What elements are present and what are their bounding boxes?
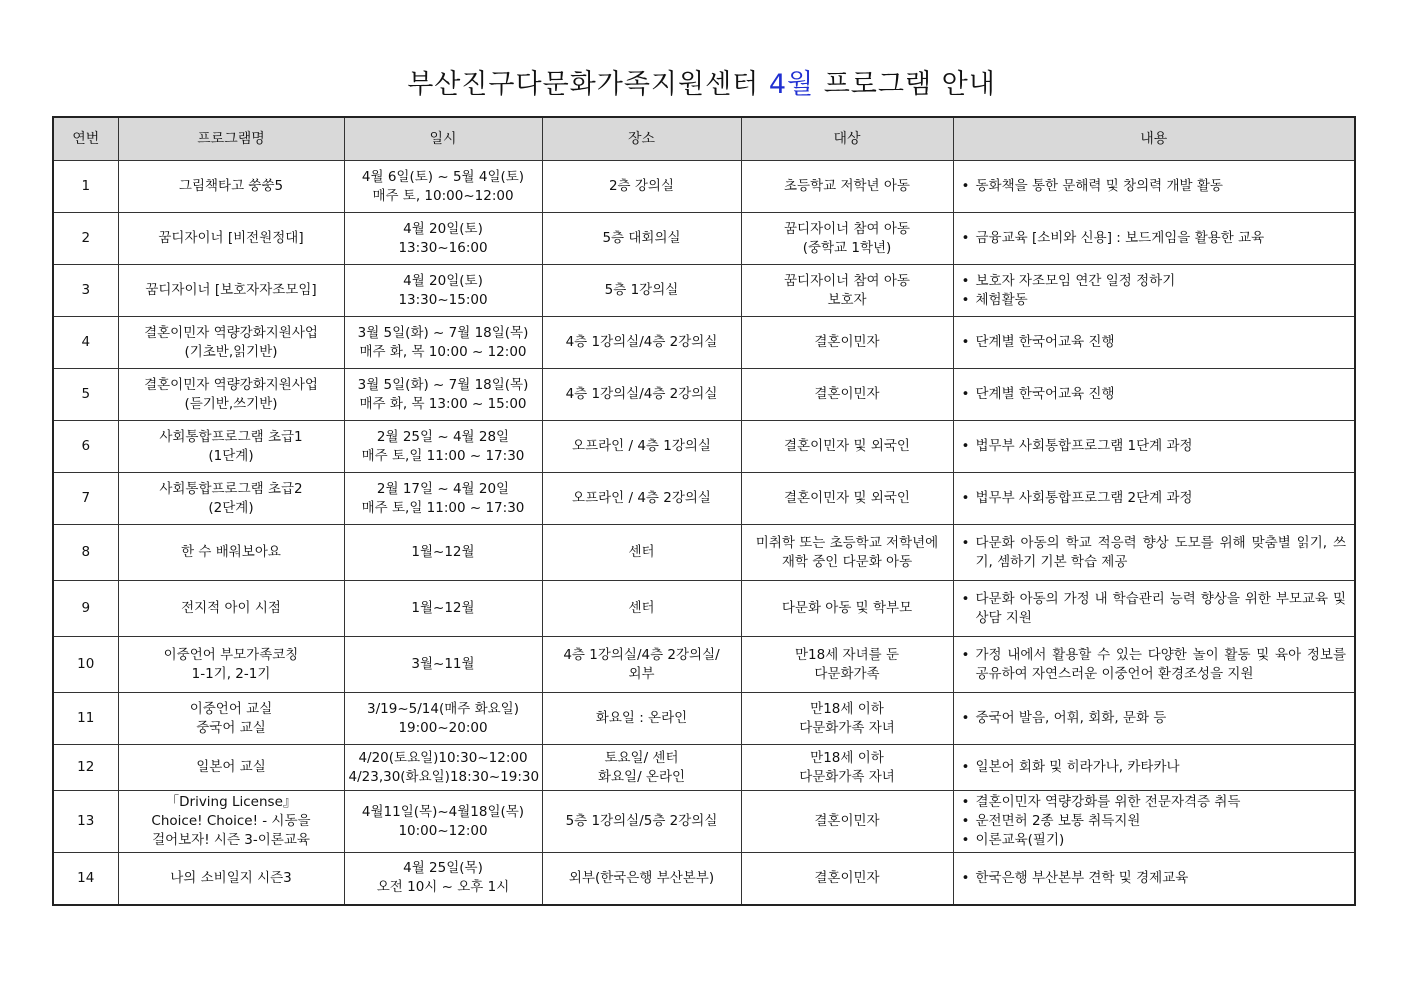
cell-place <box>542 525 741 581</box>
place-line: 센터 <box>628 600 655 616</box>
target-line: (중학교 1학년) <box>802 239 892 256</box>
row-number: 13 <box>53 791 118 853</box>
target-line: 초등학교 저학년 아동 <box>784 178 910 194</box>
content-bullet: • 중국어 발음, 어휘, 회화, 문화 등 <box>962 709 1347 728</box>
cell-date <box>344 581 542 637</box>
cell-date <box>344 317 542 369</box>
target-line: 다문화 아동 및 학부모 <box>781 600 913 616</box>
content-list <box>962 793 1347 850</box>
cell-content <box>953 581 1355 637</box>
target-line: 결혼이민자 및 외국인 <box>784 438 910 454</box>
cell-content <box>953 745 1355 791</box>
name-line: 1-1기, 2-1기 <box>191 665 271 682</box>
content-bullet: • 다문화 아동의 가정 내 학습관리 능력 향상을 위한 부모교육 및 상담 지원 <box>962 590 1347 628</box>
cell-date <box>344 693 542 745</box>
cell-date <box>344 791 542 853</box>
content-list <box>962 646 1347 684</box>
name-line: 사회통합프로그램 초급2 <box>159 480 303 497</box>
place-line: 외부 <box>628 665 655 682</box>
place-line: 4층 1강의실/4층 2강의실 <box>565 334 718 350</box>
place-line: 센터 <box>628 544 655 560</box>
date-line: 3월 5일(화) ~ 7월 18일(목) <box>357 376 529 393</box>
name-line: 일본어 교실 <box>196 759 266 775</box>
content-list <box>962 177 1347 196</box>
date-line: 3월~11월 <box>411 656 475 672</box>
content-bullet: • 동화책을 통한 문해력 및 창의력 개발 활동 <box>962 177 1347 196</box>
title-prefix: 부산진구다문화가족지원센터 <box>407 69 760 100</box>
row-number: 4 <box>53 317 118 369</box>
name-line: Choice! Choice! - 시동을 <box>151 813 311 829</box>
target-line: 만18세 이하 <box>810 749 884 766</box>
table-row <box>53 213 1355 265</box>
cell-place <box>542 369 741 421</box>
content-list <box>962 333 1347 352</box>
target-line: 미취학 또는 초등학교 저학년에 <box>755 534 939 551</box>
place-line: 5층 1강의실/5층 2강의실 <box>565 813 718 829</box>
cell-content <box>953 693 1355 745</box>
content-bullet: • 운전면허 2종 보통 취득지원 <box>962 812 1347 831</box>
date-line: 10:00~12:00 <box>398 822 488 839</box>
cell-name <box>118 213 344 265</box>
cell-date <box>344 637 542 693</box>
cell-target <box>741 369 953 421</box>
cell-target <box>741 791 953 853</box>
target-line: 결혼이민자 및 외국인 <box>784 490 910 506</box>
row-number: 14 <box>53 853 118 905</box>
cell-target <box>741 265 953 317</box>
name-line: 전지적 아이 시점 <box>181 600 281 616</box>
content-bullet: • 이론교육(필기) <box>962 831 1347 850</box>
table-body <box>53 161 1355 905</box>
target-line: 결혼이민자 <box>814 386 880 402</box>
cell-date <box>344 213 542 265</box>
header-date: 일시 <box>344 117 542 161</box>
content-bullet: • 단계별 한국어교육 진행 <box>962 385 1347 404</box>
row-number: 3 <box>53 265 118 317</box>
date-line: 4월 20일(토) <box>403 220 483 237</box>
cell-content <box>953 213 1355 265</box>
content-list <box>962 229 1347 248</box>
place-line: 5층 대회의실 <box>602 230 681 246</box>
cell-target <box>741 213 953 265</box>
cell-target <box>741 317 953 369</box>
cell-date <box>344 525 542 581</box>
cell-name <box>118 161 344 213</box>
date-line: 3월 5일(화) ~ 7월 18일(목) <box>357 324 529 341</box>
cell-place <box>542 791 741 853</box>
target-line: 보호자 <box>827 291 867 308</box>
row-number: 7 <box>53 473 118 525</box>
date-line: 19:00~20:00 <box>398 719 488 736</box>
place-line: 5층 1강의실 <box>604 282 679 298</box>
cell-date <box>344 853 542 905</box>
row-number: 12 <box>53 745 118 791</box>
cell-place <box>542 317 741 369</box>
cell-target <box>741 637 953 693</box>
row-number: 6 <box>53 421 118 473</box>
name-line: 나의 소비일지 시즌3 <box>170 869 292 886</box>
cell-target <box>741 473 953 525</box>
row-number: 11 <box>53 693 118 745</box>
content-list <box>962 489 1347 508</box>
date-line: 2월 17일 ~ 4월 20일 <box>376 480 510 497</box>
target-line: 다문화가족 <box>814 665 880 682</box>
date-line: 4/23,30(화요일)18:30~19:30 <box>348 768 540 785</box>
cell-target <box>741 525 953 581</box>
cell-name <box>118 791 344 853</box>
content-list <box>962 758 1347 777</box>
cell-content <box>953 473 1355 525</box>
program-table <box>52 116 1356 906</box>
name-line: 꿈디자이너 [비전원정대] <box>158 230 304 246</box>
cell-place <box>542 693 741 745</box>
cell-name <box>118 317 344 369</box>
date-line: 4/20(토요일)10:30~12:00 <box>358 749 528 766</box>
target-line: 재학 중인 다문화 아동 <box>781 553 913 570</box>
row-number: 9 <box>53 581 118 637</box>
date-line: 4월 20일(토) <box>403 272 483 289</box>
target-line: 만18세 이하 <box>810 700 884 717</box>
name-line: 「Driving License』 <box>165 794 297 810</box>
name-line: 한 수 배워보아요 <box>181 544 281 560</box>
place-line: 오프라인 / 4층 1강의실 <box>572 438 711 454</box>
cell-content <box>953 421 1355 473</box>
content-bullet: • 가정 내에서 활용할 수 있는 다양한 놀이 활동 및 육아 정보를 공유하여 자연스러운 이중언어 환경조성을 지원 <box>962 646 1347 684</box>
name-line: (기초반,읽기반) <box>184 343 278 360</box>
date-line: 1월~12월 <box>411 600 475 616</box>
date-line: 13:30~15:00 <box>398 291 488 308</box>
title-month: 4월 <box>768 69 815 100</box>
target-line: 만18세 자녀를 둔 <box>794 646 899 663</box>
cell-content <box>953 317 1355 369</box>
date-line: 2월 25일 ~ 4월 28일 <box>376 428 510 445</box>
target-line: 결혼이민자 <box>814 869 880 886</box>
table-row <box>53 369 1355 421</box>
row-number: 1 <box>53 161 118 213</box>
content-list <box>962 437 1347 456</box>
cell-target <box>741 693 953 745</box>
date-line: 1월~12월 <box>411 544 475 560</box>
cell-date <box>344 421 542 473</box>
cell-name <box>118 369 344 421</box>
cell-content <box>953 265 1355 317</box>
content-bullet: • 금융교육 [소비와 신용] : 보드게임을 활용한 교육 <box>962 229 1347 248</box>
target-line: 다문화가족 자녀 <box>799 768 895 785</box>
content-bullet: • 일본어 회화 및 히라가나, 카타카나 <box>962 758 1347 777</box>
cell-name <box>118 421 344 473</box>
cell-date <box>344 745 542 791</box>
table-row <box>53 637 1355 693</box>
content-bullet: • 단계별 한국어교육 진행 <box>962 333 1347 352</box>
table-row <box>53 581 1355 637</box>
cell-content <box>953 161 1355 213</box>
name-line: 그림책타고 쑹쑹5 <box>178 178 284 194</box>
place-line: 화요일/ 온라인 <box>597 768 686 785</box>
content-list <box>962 590 1347 628</box>
date-line: 매주 화, 목 13:00 ~ 15:00 <box>359 395 527 412</box>
name-line: 결혼이민자 역량강화지원사업 <box>144 324 318 341</box>
name-line: (2단계) <box>208 499 254 516</box>
content-list <box>962 534 1347 572</box>
content-bullet: • 결혼이민자 역량강화를 위한 전문자격증 취득 <box>962 793 1347 812</box>
header-place: 장소 <box>542 117 741 161</box>
place-line: 4층 1강의실/4층 2강의실/ <box>563 646 720 663</box>
cell-target <box>741 853 953 905</box>
cell-place <box>542 637 741 693</box>
cell-name <box>118 473 344 525</box>
cell-name <box>118 525 344 581</box>
target-line: 다문화가족 자녀 <box>799 719 895 736</box>
row-number: 5 <box>53 369 118 421</box>
date-line: 매주 화, 목 10:00 ~ 12:00 <box>359 343 527 360</box>
name-line: 이중언어 부모가족코칭 <box>163 646 299 663</box>
place-line: 토요일/ 센터 <box>604 749 679 766</box>
cell-target <box>741 745 953 791</box>
table-row <box>53 791 1355 853</box>
date-line: 3/19~5/14(매주 화요일) <box>367 700 519 717</box>
target-line: 결혼이민자 <box>814 813 880 829</box>
content-bullet: • 체험활동 <box>962 291 1347 310</box>
table-row <box>53 161 1355 213</box>
date-line: 매주 토,일 11:00 ~ 17:30 <box>361 447 525 464</box>
cell-place <box>542 745 741 791</box>
name-line: 꿈디자이너 [보호자자조모임] <box>145 282 317 298</box>
cell-content <box>953 525 1355 581</box>
table-row <box>53 265 1355 317</box>
row-number: 8 <box>53 525 118 581</box>
date-line: 4월 25일(목) <box>403 860 483 877</box>
place-line: 4층 1강의실/4층 2강의실 <box>565 386 718 402</box>
name-line: (듣기반,쓰기반) <box>184 395 278 412</box>
place-line: 외부(한국은행 부산본부) <box>568 869 715 886</box>
name-line: 중국어 교실 <box>196 719 266 736</box>
name-line: 결혼이민자 역량강화지원사업 <box>144 376 318 393</box>
content-list <box>962 869 1347 888</box>
cell-name <box>118 693 344 745</box>
table-row <box>53 421 1355 473</box>
header-no: 연번 <box>53 117 118 161</box>
cell-place <box>542 853 741 905</box>
cell-place <box>542 265 741 317</box>
place-line: 오프라인 / 4층 2강의실 <box>572 490 711 506</box>
cell-date <box>344 369 542 421</box>
name-line: (1단계) <box>208 447 254 464</box>
cell-place <box>542 581 741 637</box>
name-line: 사회통합프로그램 초급1 <box>159 428 303 445</box>
cell-content <box>953 637 1355 693</box>
content-list <box>962 709 1347 728</box>
content-bullet: • 한국은행 부산본부 견학 및 경제교육 <box>962 869 1347 888</box>
content-bullet: • 법무부 사회통합프로그램 2단계 과정 <box>962 489 1347 508</box>
cell-date <box>344 265 542 317</box>
cell-place <box>542 473 741 525</box>
cell-name <box>118 745 344 791</box>
content-bullet: • 보호자 자조모임 연간 일정 정하기 <box>962 272 1347 291</box>
table-row <box>53 853 1355 905</box>
date-line: 매주 토,일 11:00 ~ 17:30 <box>361 499 525 516</box>
row-number: 10 <box>53 637 118 693</box>
table-row <box>53 525 1355 581</box>
content-list <box>962 272 1347 310</box>
title-suffix: 프로그램 안내 <box>823 69 996 100</box>
cell-place <box>542 421 741 473</box>
header-program-name: 프로그램명 <box>118 117 344 161</box>
cell-content <box>953 853 1355 905</box>
target-line: 결혼이민자 <box>814 334 880 350</box>
cell-content <box>953 791 1355 853</box>
table-row <box>53 745 1355 791</box>
name-line: 이중언어 교실 <box>189 700 273 717</box>
cell-place <box>542 213 741 265</box>
place-line: 2층 강의실 <box>608 178 675 194</box>
cell-name <box>118 581 344 637</box>
header-content: 내용 <box>953 117 1355 161</box>
date-line: 오전 10시 ~ 오후 1시 <box>376 879 510 896</box>
cell-date <box>344 161 542 213</box>
row-number: 2 <box>53 213 118 265</box>
cell-name <box>118 637 344 693</box>
cell-target <box>741 161 953 213</box>
date-line: 4월11일(목)~4월18일(목) <box>361 803 525 820</box>
header-target: 대상 <box>741 117 953 161</box>
date-line: 매주 토, 10:00~12:00 <box>372 187 514 204</box>
target-line: 꿈디자이너 참여 아동 <box>784 272 910 289</box>
table-header-row <box>53 117 1355 161</box>
cell-date <box>344 473 542 525</box>
cell-target <box>741 421 953 473</box>
target-line: 꿈디자이너 참여 아동 <box>784 220 910 237</box>
table-row <box>53 473 1355 525</box>
cell-place <box>542 161 741 213</box>
cell-name <box>118 265 344 317</box>
cell-content <box>953 369 1355 421</box>
page-title <box>0 62 1403 101</box>
name-line: 걸어보자! 시즌 3-이론교육 <box>152 832 310 848</box>
content-list <box>962 385 1347 404</box>
date-line: 4월 6일(토) ~ 5월 4일(토) <box>361 168 525 185</box>
place-line: 화요일 : 온라인 <box>595 710 688 726</box>
cell-target <box>741 581 953 637</box>
table-row <box>53 693 1355 745</box>
date-line: 13:30~16:00 <box>398 239 488 256</box>
content-bullet: • 법무부 사회통합프로그램 1단계 과정 <box>962 437 1347 456</box>
table-row <box>53 317 1355 369</box>
cell-name <box>118 853 344 905</box>
content-bullet: • 다문화 아동의 학교 적응력 향상 도모를 위해 맞춤별 읽기, 쓰기, 셈하기 기본 학습 제공 <box>962 534 1347 572</box>
